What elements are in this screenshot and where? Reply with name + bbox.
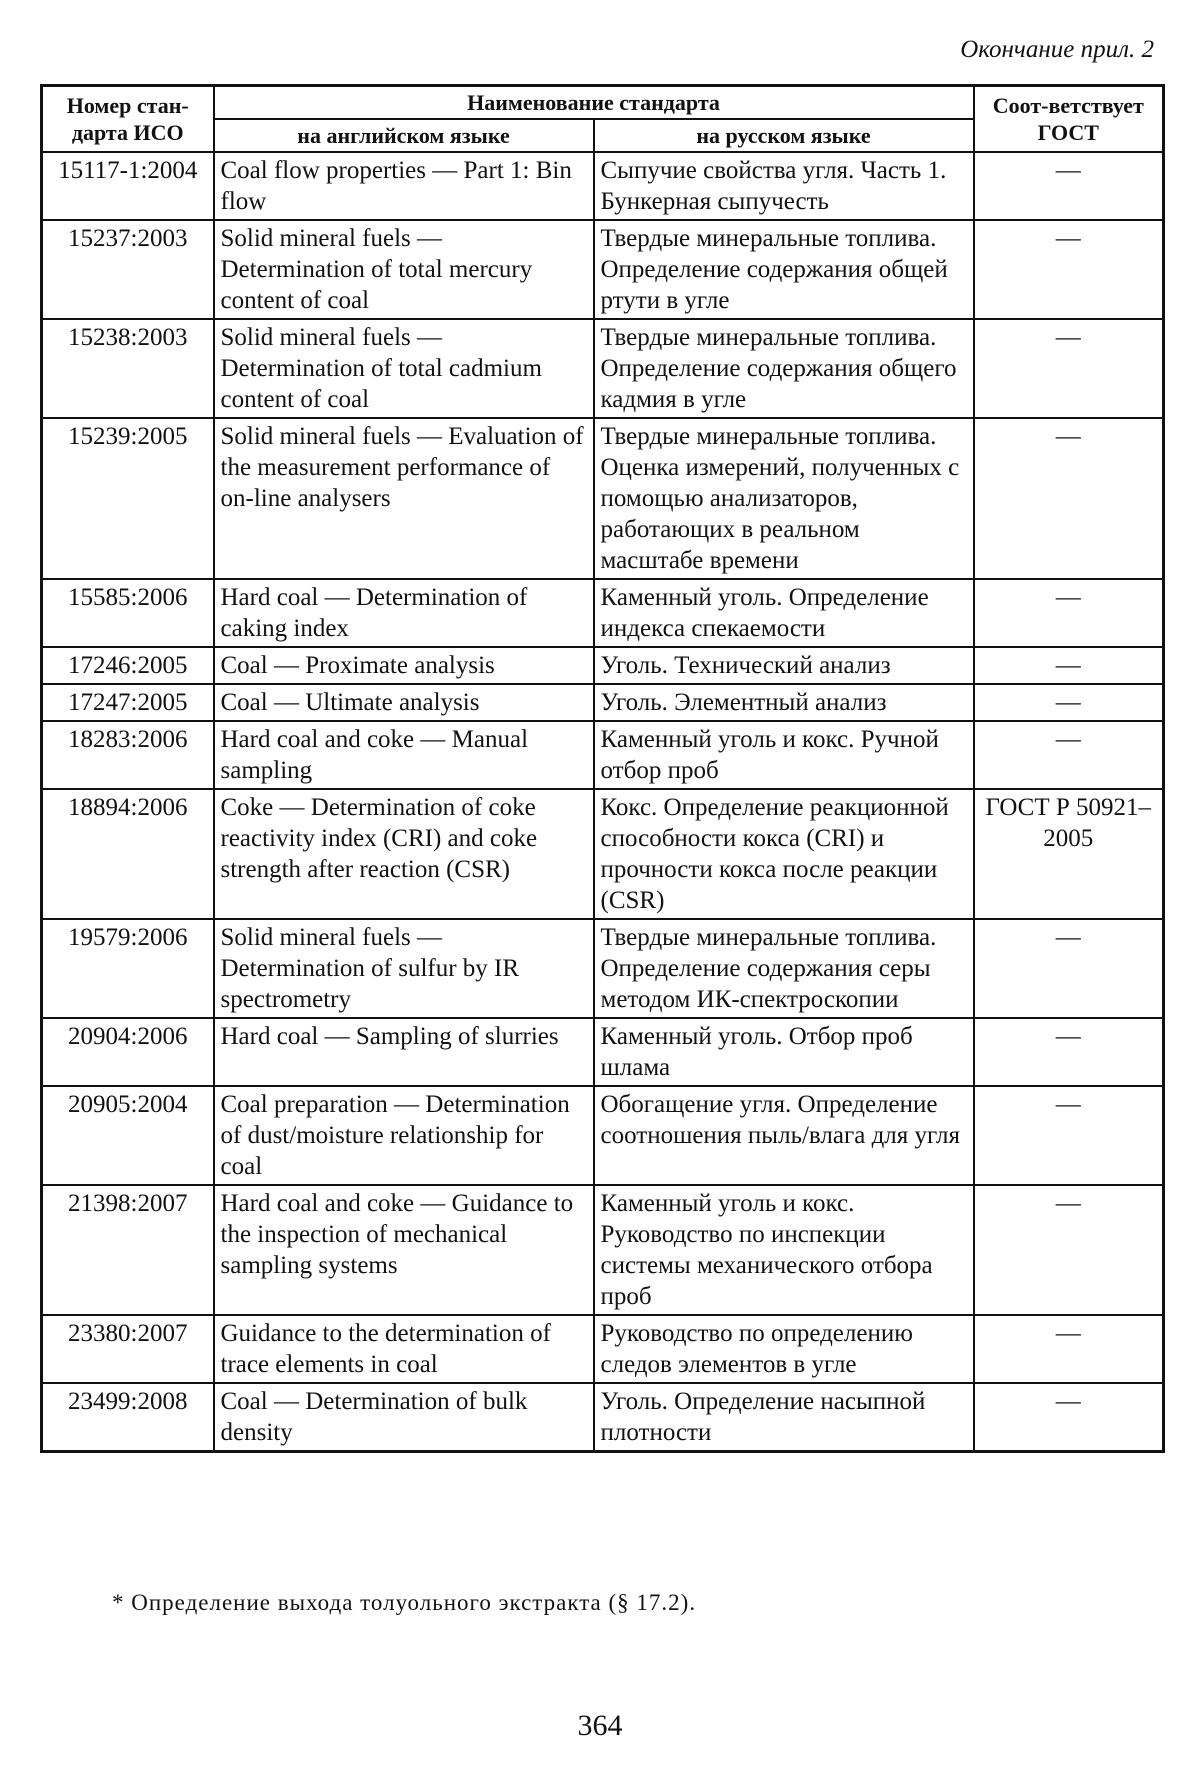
english-name-cell: Hard coal — Sampling of slurries [214,1018,594,1086]
table-row [42,789,1164,919]
footnote: * Определение выхода толуольного экстракта (§ 17.2). [112,1590,697,1615]
gost-cell: — [974,647,1164,684]
gost-cell: — [974,1315,1164,1383]
table-row [42,1086,1164,1185]
gost-cell: — [974,919,1164,1018]
iso-number-cell: 17247:2005 [42,684,214,721]
russian-name-cell: Твердые минеральные топлива. Оценка измерений, полученных с помощью анализаторов, работающих в реальном масштабе времени [594,418,974,579]
header-russian: на русском языке [594,119,974,152]
iso-number-cell: 15238:2003 [42,319,214,418]
iso-number-cell: 17246:2005 [42,647,214,684]
russian-name-cell: Обогащение угля. Определение соотношения пыль/влага для угля [594,1086,974,1185]
iso-number-cell: 18283:2006 [42,721,214,789]
table-row [42,1383,1164,1452]
table-row [42,579,1164,647]
gost-cell: — [974,1383,1164,1452]
header-iso-number: Номер стан-дарта ИСО [42,86,214,153]
iso-number-cell: 20905:2004 [42,1086,214,1185]
iso-number-cell: 19579:2006 [42,919,214,1018]
english-name-cell: Coal — Ultimate analysis [214,684,594,721]
gost-cell: — [974,418,1164,579]
gost-cell: — [974,152,1164,220]
english-name-cell: Hard coal and coke — Manual sampling [214,721,594,789]
russian-name-cell: Каменный уголь. Определение индекса спекаемости [594,579,974,647]
russian-name-cell: Сыпучие свойства угля. Часть 1. Бункерная сыпучесть [594,152,974,220]
english-name-cell: Hard coal — Determination of caking index [214,579,594,647]
table-row [42,1315,1164,1383]
english-name-cell: Solid mineral fuels — Evaluation of the measurement performance of on-line analysers [214,418,594,579]
russian-name-cell: Уголь. Элементный анализ [594,684,974,721]
gost-cell: — [974,721,1164,789]
gost-cell: ГОСТ Р 50921–2005 [974,789,1164,919]
iso-number-cell: 21398:2007 [42,1185,214,1315]
gost-cell: — [974,1185,1164,1315]
english-name-cell: Coke — Determination of coke reactivity index (CRI) and coke strength after reaction (CSR) [214,789,594,919]
header-gost: Соот-ветствует ГОСТ [974,86,1164,153]
russian-name-cell: Уголь. Технический анализ [594,647,974,684]
header-english: на английском языке [214,119,594,152]
gost-cell: — [974,684,1164,721]
gost-cell: — [974,1018,1164,1086]
english-name-cell: Coal — Determination of bulk density [214,1383,594,1452]
iso-number-cell: 18894:2006 [42,789,214,919]
table-row [42,418,1164,579]
russian-name-cell: Кокс. Определение реакционной способности кокса (CRI) и прочности кокса после реакции (CSR) [594,789,974,919]
header-standard-name: Наименование стандарта [214,86,974,120]
russian-name-cell: Уголь. Определение насыпной плотности [594,1383,974,1452]
gost-cell: — [974,319,1164,418]
iso-number-cell: 15237:2003 [42,220,214,319]
russian-name-cell: Каменный уголь. Отбор проб шлама [594,1018,974,1086]
table-row [42,647,1164,684]
gost-cell: — [974,220,1164,319]
english-name-cell: Coal flow properties — Part 1: Bin flow [214,152,594,220]
english-name-cell: Coal — Proximate analysis [214,647,594,684]
page-number: 364 [577,1709,623,1742]
russian-name-cell: Каменный уголь и кокс. Ручной отбор проб [594,721,974,789]
english-name-cell: Guidance to the determination of trace elements in coal [214,1315,594,1383]
table-row [42,152,1164,220]
page-header: Окончание прил. 2 [960,36,1154,63]
russian-name-cell: Каменный уголь и кокс. Руководство по инспекции системы механического отбора проб [594,1185,974,1315]
iso-number-cell: 15239:2005 [42,418,214,579]
iso-number-cell: 15585:2006 [42,579,214,647]
gost-cell: — [974,579,1164,647]
table-body [42,152,1164,1452]
english-name-cell: Solid mineral fuels — Determination of total cadmium content of coal [214,319,594,418]
table-row [42,1018,1164,1086]
gost-cell: — [974,1086,1164,1185]
table-header [42,86,1164,153]
english-name-cell: Coal preparation — Determination of dust/moisture relationship for coal [214,1086,594,1185]
table-row [42,1185,1164,1315]
iso-number-cell: 20904:2006 [42,1018,214,1086]
english-name-cell: Solid mineral fuels — Determination of sulfur by IR spectrometry [214,919,594,1018]
table-row [42,919,1164,1018]
iso-number-cell: 23499:2008 [42,1383,214,1452]
iso-number-cell: 15117-1:2004 [42,152,214,220]
iso-number-cell: 23380:2007 [42,1315,214,1383]
table-row [42,220,1164,319]
russian-name-cell: Руководство по определению следов элементов в угле [594,1315,974,1383]
russian-name-cell: Твердые минеральные топлива. Определение содержания общего кадмия в угле [594,319,974,418]
table-row [42,319,1164,418]
table-row [42,684,1164,721]
table-row [42,721,1164,789]
russian-name-cell: Твердые минеральные топлива. Определение содержания серы методом ИК-спектроскопии [594,919,974,1018]
english-name-cell: Hard coal and coke — Guidance to the inspection of mechanical sampling systems [214,1185,594,1315]
english-name-cell: Solid mineral fuels — Determination of total mercury content of coal [214,220,594,319]
standards-table [40,84,1165,1453]
russian-name-cell: Твердые минеральные топлива. Определение содержания общей ртути в угле [594,220,974,319]
